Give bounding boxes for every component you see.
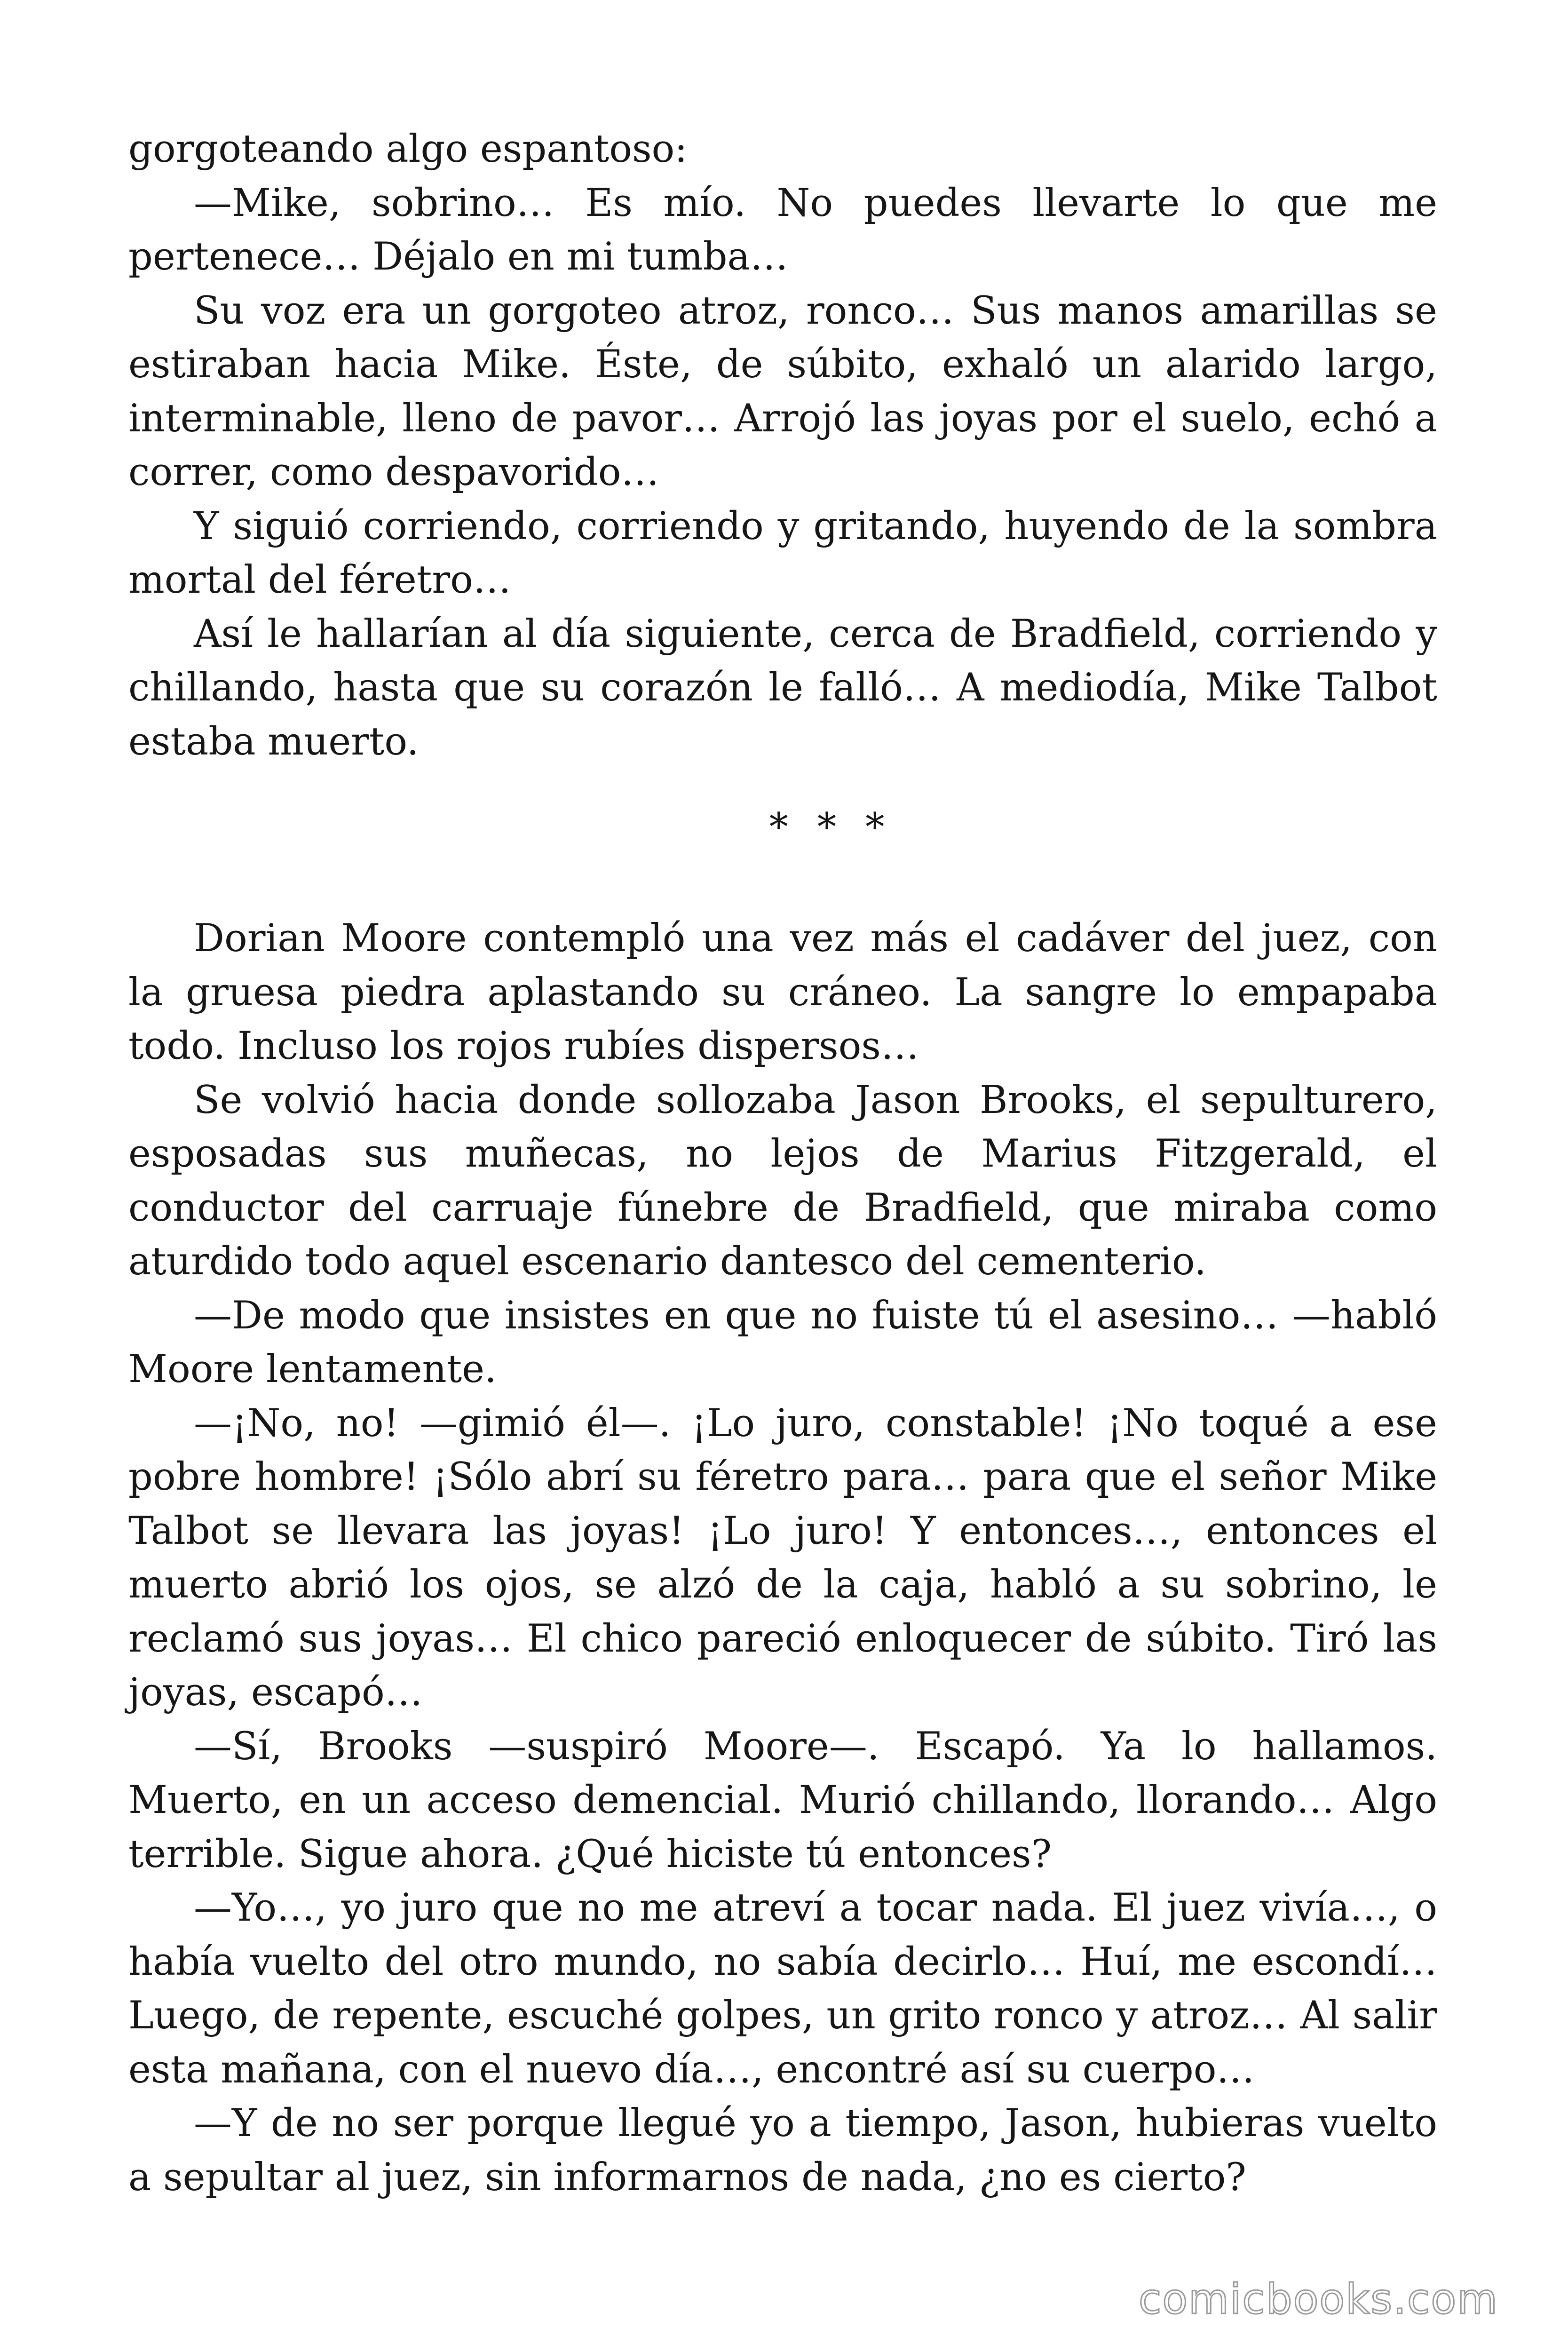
paragraph: gorgoteando algo espantoso: xyxy=(128,127,688,171)
paragraph: —Y de no ser porque llegué yo a tiempo, Jason, hubieras vuelto a sepultar al juez, sin informarnos de nada, ¿no es cierto? xyxy=(128,2101,1437,2200)
paragraph: —Mike, sobrino… Es mío. No puedes llevarte lo que me pertenece… Déjalo en mi tumba… xyxy=(128,181,1437,279)
paragraph: —De modo que insistes en que no fuiste tú el asesino… —habló Moore lentamente. xyxy=(128,1293,1437,1391)
paragraph: —Sí, Brooks —suspiró Moore—. Escapó. Ya lo hallamos. Muerto, en un acceso demencial. Murió chillando, llorando… Algo terrible. Sigue ahora. ¿Qué hiciste tú entonces? xyxy=(128,1724,1437,1876)
paragraph: Dorian Moore contempló una vez más el cadáver del juez, con la gruesa piedra aplastando su cráneo. La sangre lo empapaba todo. Incluso los rojos rubíes dispersos… xyxy=(128,916,1437,1068)
paragraph: Y siguió corriendo, corriendo y gritando, huyendo de la sombra mortal del féretro… xyxy=(128,504,1437,602)
paragraph: Su voz era un gorgoteo atroz, ronco… Sus manos amarillas se estiraban hacia Mike. Éste, de súbito, exhaló un alarido largo, interminable, lleno de pavor… Arrojó las joyas por el suelo, echó a correr, como despavorido… xyxy=(128,288,1437,494)
text-block-bottom xyxy=(128,912,1437,2204)
paragraph: Se volvió hacia donde sollozaba Jason Brooks, el sepulturero, esposadas sus muñecas, no lejos de Marius Fitzgerald, el conductor del carruaje fúnebre de Bradfield, que miraba como aturdido todo aquel escenario dantesco del cementerio. xyxy=(128,1078,1437,1284)
text-block-top xyxy=(128,122,1437,769)
paragraph: —¡No, no! —gimió él—. ¡Lo juro, constable! ¡No toqué a ese pobre hombre! ¡Sólo abrí su féretro para… para que el señor Mike Talbot se llevara las joyas! ¡Lo juro! Y entonces…, entonces el muerto abrió los ojos, se alzó de la caja, habló a su sobrino, le reclamó sus joyas… El chico pareció enloquecer de súbito. Tiró las joyas, escapó… xyxy=(128,1401,1437,1715)
scene-break: * * * xyxy=(769,805,893,850)
paragraph: —Yo…, yo juro que no me atreví a tocar nada. El juez vivía…, o había vuelto del otro mundo, no sabía decirlo… Huí, me escondí… Luego, de repente, escuché golpes, un grito ronco y atroz… Al salir esta mañana, con el nuevo día…, encontré así su cuerpo… xyxy=(128,1886,1437,2092)
watermark: comicbooks.com xyxy=(1138,2275,1498,2323)
paragraph: Así le hallarían al día siguiente, cerca de Bradfield, corriendo y chillando, hasta que su corazón le falló… A mediodía, Mike Talbot estaba muerto. xyxy=(128,612,1437,764)
